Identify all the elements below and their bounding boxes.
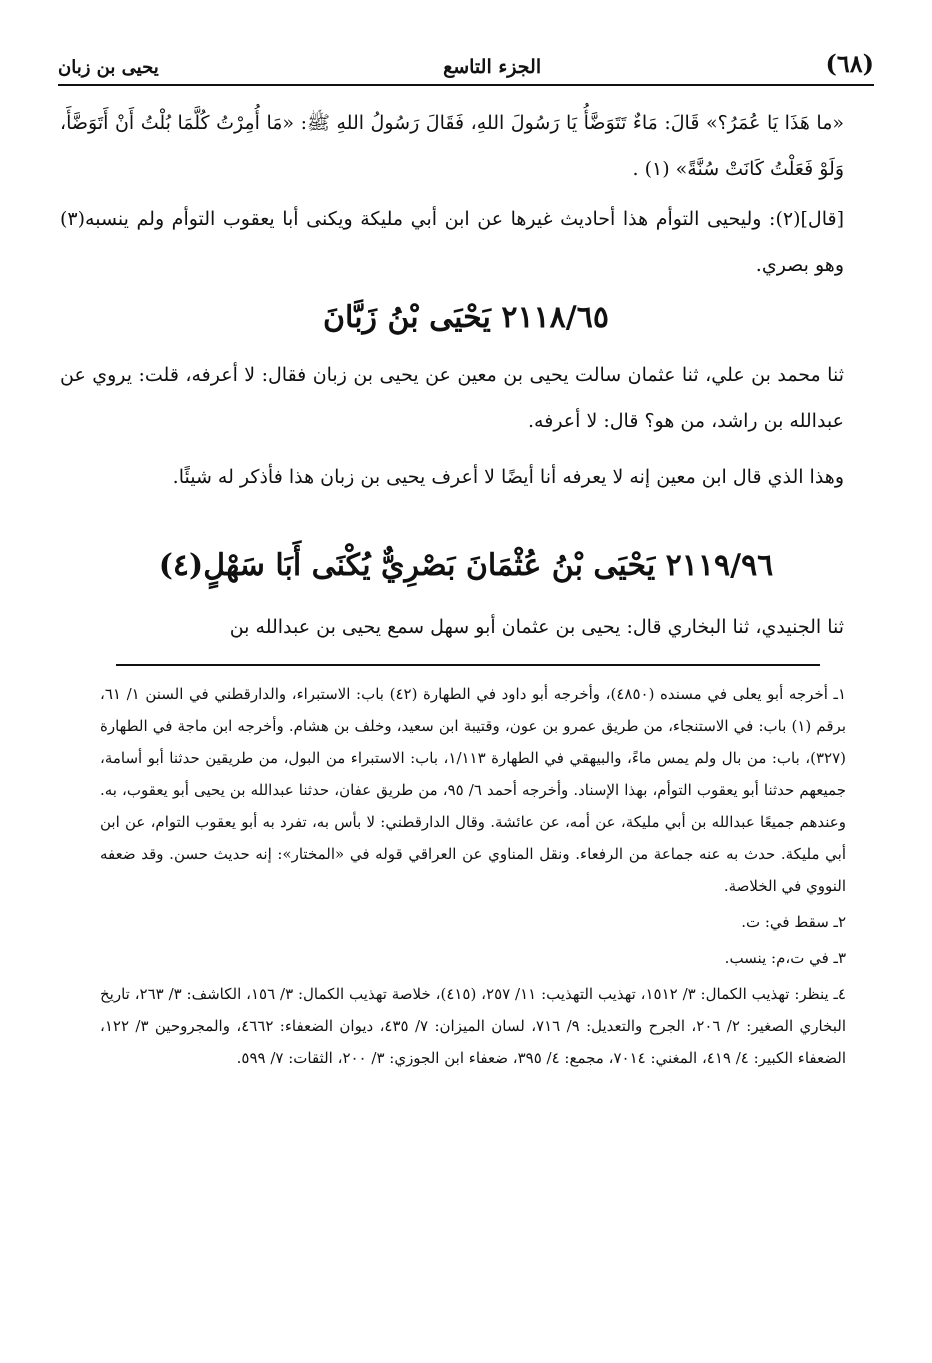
footnote-rule bbox=[116, 664, 820, 666]
footnote-4: ٤ـ ينظر: تهذيب الكمال: ٣/ ١٥١٢، تهذيب التهذيب: ١١/ ٢٥٧، (٤١٥)، خلاصة تهذيب الكمال: ٣/ ١٥٦، الكاشف: ٣/ ٢٦٣، تاريخ البخاري الصغير: ٢/ ٢٠٦، الجرح والتعديل: ٩/ ٧١٦، لسان الميزان: ٧/ ٤٣٥، ديوان الضعفاء: ٤٦٦٢، والمجروحين ٣/ ١٢٢، الضعفاء الكبير: ٤/ ٤١٩، المغني: ٧٠١٤، مجمع: ٤/ ٣٩٥، ضعفاء ابن الجوزي: ٣/ ٢٠٠، الثقات: ٧/ ٥٩٩. bbox=[100, 985, 847, 1067]
footnote-1: ١ـ أخرجه أبو يعلى في مسنده (٤٨٥٠)، وأخرجه أبو داود في الطهارة (٤٢) باب: الاستبراء، والدارقطني في السنن ١/ ٦١، برقم (١) باب: في الاستنجاء، من طريق عمرو بن عون، وقتيبة ابن سعيد، وخلف بن هشام. وأخرجه ابن ماجة في الطهارة (٣٢٧)، باب: من بال ولم يمس ماءً، والبيهقي في الطهارة ١/١١٣، باب: الاستبراء من البول، من طريقين حدثنا أبو أسامة، جميعهم حدثنا أبو يعقوب التوأم، بهذا الإسناد. وأخرجه أحمد ٦/ ٩٥، من طريق عفان، حدثنا عبدالله بن يحيى أبو يعقوب، به. وعندهم جميعًا عبدالله بن أبي مليكة، عن أمه، عن عائشة. وقال الدارقطني: لا بأس به، تفرد به أبو يعقوب التوام، عن ابن أبي مليكة. حدث به عنه جماعة من الرفعاء. ونقل المناوي عن العراقي قوله في «المختار»: إنه حديث حسن. وقد ضعفه النووي في الخلاصة. bbox=[100, 685, 846, 895]
header-rule bbox=[58, 84, 874, 86]
footnote-2: ٢ـ سقط في: ت. bbox=[741, 913, 846, 931]
footnote-3: ٣ـ في ت،م: ينسب. bbox=[724, 949, 846, 967]
entry-heading-2118: ٢١١٨/٦٥ يَحْيَى بْنُ زَبَّانَ bbox=[323, 300, 609, 335]
part-title: الجزء التاسع bbox=[443, 56, 542, 78]
paragraph-ibn-maeen: ثنا محمد بن علي، ثنا عثمان سالت يحيى بن معين عن يحيى بن زبان فقال: لا أعرفه، قلت: يروي عن عبدالله بن راشد، من هو؟ قال: لا أعرفه. bbox=[60, 364, 844, 432]
paragraph-yahya-tawam: [قال](٢): وليحيى التوأم هذا أحاديث غيرها عن ابن أبي مليكة ويكنى أبا يعقوب التوأم ولم ينسبه(٣) وهو بصري. bbox=[60, 208, 844, 276]
entry-heading-2119: ٢١١٩/٩٦ يَحْيَى بْنُ عُثْمَانَ بَصْرِيٌّ يُكْنَى أَبَا سَهْلٍ(٤) bbox=[158, 548, 774, 583]
footnotes bbox=[100, 678, 846, 1078]
running-head-title: يحيى بن زبان bbox=[58, 57, 159, 78]
running-header bbox=[58, 38, 874, 78]
page-number: (٦٨) bbox=[825, 49, 874, 78]
paragraph-author-comment: وهذا الذي قال ابن معين إنه لا يعرفه أنا أيضًا لا أعرف يحيى بن زبان هذا فأذكر له شيئًا. bbox=[172, 466, 844, 488]
paragraph-junaidi: ثنا الجنيدي، ثنا البخاري قال: يحيى بن عثمان أبو سهل سمع يحيى بن عبدالله بن bbox=[229, 616, 844, 638]
hadith-text: «ما هَذَا يَا عُمَرُ؟» قَالَ: مَاءٌ تَتَوَضَّأُ يَا رَسُولَ اللهِ، فَقَالَ رَسُولُ اللهِ ﷺ: «مَا أُمِرْتُ كُلَّمَا بُلْتُ أَنْ أَتَوَضَّأَ، وَلَوْ فَعَلْتُ كَانَتْ سُنَّةً» (١) . bbox=[60, 112, 844, 180]
